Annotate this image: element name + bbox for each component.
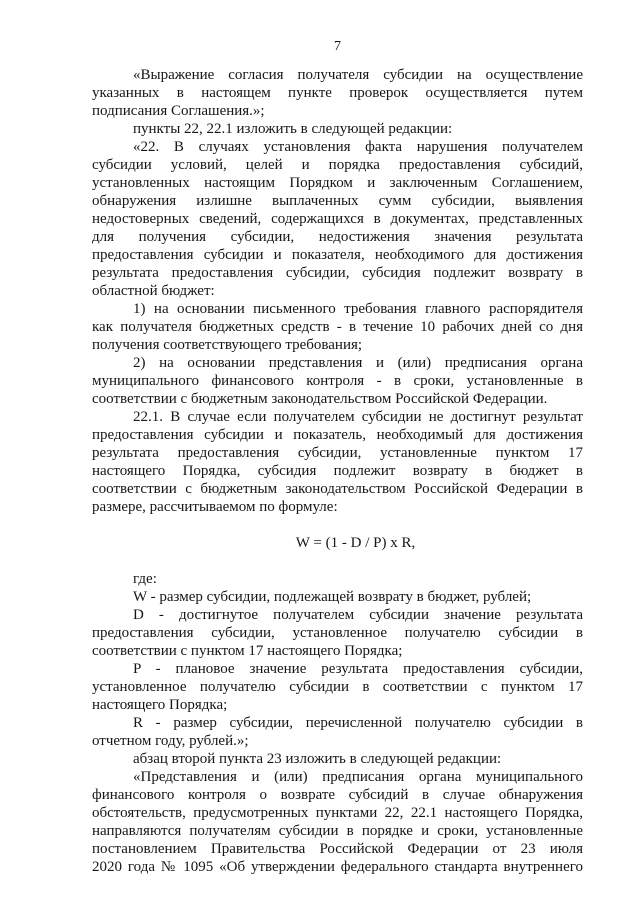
text-line: пункты 22, 22.1 изложить в следующей редакции: bbox=[133, 121, 453, 137]
text-line: «22. В случаях установления факта нарушения получателем bbox=[133, 139, 583, 155]
text-line: абзац второй пункта 23 изложить в следующей редакции: bbox=[133, 751, 502, 767]
paragraph bbox=[92, 570, 583, 588]
text-line: «Представления и (или) предписания органа муниципального bbox=[133, 769, 583, 785]
text-line: настоящего Порядка, субсидия подлежит возврату в бюджет в bbox=[92, 463, 583, 479]
paragraph bbox=[92, 714, 583, 750]
paragraph bbox=[92, 768, 583, 876]
text-line: постановлением Правительства Российской Федерации от 23 июля bbox=[92, 841, 583, 857]
text-line: установленное получателю субсидии в соответствии с пунктом 17 bbox=[92, 679, 583, 695]
paragraph bbox=[92, 138, 583, 300]
text-line: W - размер субсидии, подлежащей возврату в бюджет, рублей; bbox=[133, 589, 532, 605]
text-line: предоставления субсидии и показатель, необходимый для достижения bbox=[92, 427, 583, 443]
text-line: размере, рассчитываемом по формуле: bbox=[92, 499, 338, 515]
paragraph bbox=[92, 606, 583, 660]
text-line: D - достигнутое получателем субсидии значение результата bbox=[133, 607, 583, 623]
text-line: результата предоставления субсидии, установленные пунктом 17 bbox=[92, 445, 583, 461]
text-line: получения соответствующего требования; bbox=[92, 337, 363, 353]
text-line: областной бюджет: bbox=[92, 283, 215, 299]
text-line: где: bbox=[133, 571, 157, 587]
text-line: «Выражение согласия получателя субсидии на осуществление bbox=[133, 67, 583, 83]
text-line: настоящего Порядка; bbox=[92, 697, 228, 713]
text-line: R - размер субсидии, перечисленной получателю субсидии в bbox=[133, 715, 583, 731]
text-line: предоставления субсидии и показателя, необходимого для достижения bbox=[92, 247, 583, 263]
text-line: направляются получателям субсидии в порядке и сроки, установленные bbox=[92, 823, 583, 839]
text-line: предоставления субсидии, установленное получателю субсидии в bbox=[92, 625, 583, 641]
paragraph bbox=[92, 750, 583, 768]
formula bbox=[92, 534, 583, 552]
text-line: соответствии с пунктом 17 настоящего Порядка; bbox=[92, 643, 403, 659]
text-line: P - плановое значение результата предоставления субсидии, bbox=[133, 661, 583, 677]
text-line: отчетном году, рублей.»; bbox=[92, 733, 249, 749]
text-line: установленных настоящим Порядком и заключенным Соглашением, bbox=[92, 175, 583, 191]
text-line: соответствии с бюджетным законодательством Российской Федерации в bbox=[92, 481, 583, 497]
document-body bbox=[92, 66, 583, 876]
text-line: указанных в настоящем пункте проверок осуществляется путем bbox=[92, 85, 583, 101]
paragraph bbox=[92, 300, 583, 354]
paragraph bbox=[92, 588, 583, 606]
text-line: обстоятельств, предусмотренных пунктами 22, 22.1 настоящего Порядка, bbox=[92, 805, 583, 821]
text-line: подписания Соглашения.»; bbox=[92, 103, 265, 119]
paragraph bbox=[92, 408, 583, 516]
text-line: субсидии условий, целей и порядка предоставления субсидий, bbox=[92, 157, 583, 173]
text-line: 1) на основании письменного требования главного распорядителя bbox=[133, 301, 583, 317]
text-line: результата предоставления субсидии, субсидия подлежит возврату в bbox=[92, 265, 583, 281]
text-line: недостоверных сведений, содержащихся в документах, представленных bbox=[92, 211, 583, 227]
text-line: как получателя бюджетных средств - в течение 10 рабочих дней со дня bbox=[92, 319, 583, 335]
text-line: обнаружения излишне выплаченных сумм субсидии, выявления bbox=[92, 193, 583, 209]
text-line: 22.1. В случае если получателем субсидии не достигнут результат bbox=[133, 409, 583, 425]
text-line: соответствии с бюджетным законодательством Российской Федерации. bbox=[92, 391, 548, 407]
page-number: 7 bbox=[334, 39, 341, 54]
paragraph bbox=[92, 660, 583, 714]
paragraph bbox=[92, 66, 583, 120]
formula-line: W = (1 - D / P) x R, bbox=[295, 535, 416, 551]
text-line: муниципального финансового контроля - в сроки, установленные в bbox=[92, 373, 583, 389]
text-line: финансового контроля о возврате субсидий в случае обнаружения bbox=[92, 787, 583, 803]
text-line: для получения субсидии, недостижения значения результата bbox=[92, 229, 583, 245]
paragraph bbox=[92, 354, 583, 408]
text-line: 2) на основании представления и (или) предписания органа bbox=[133, 355, 583, 371]
text-line: 2020 года № 1095 «Об утверждении федерального стандарта внутреннего bbox=[92, 859, 583, 875]
paragraph bbox=[92, 120, 583, 138]
